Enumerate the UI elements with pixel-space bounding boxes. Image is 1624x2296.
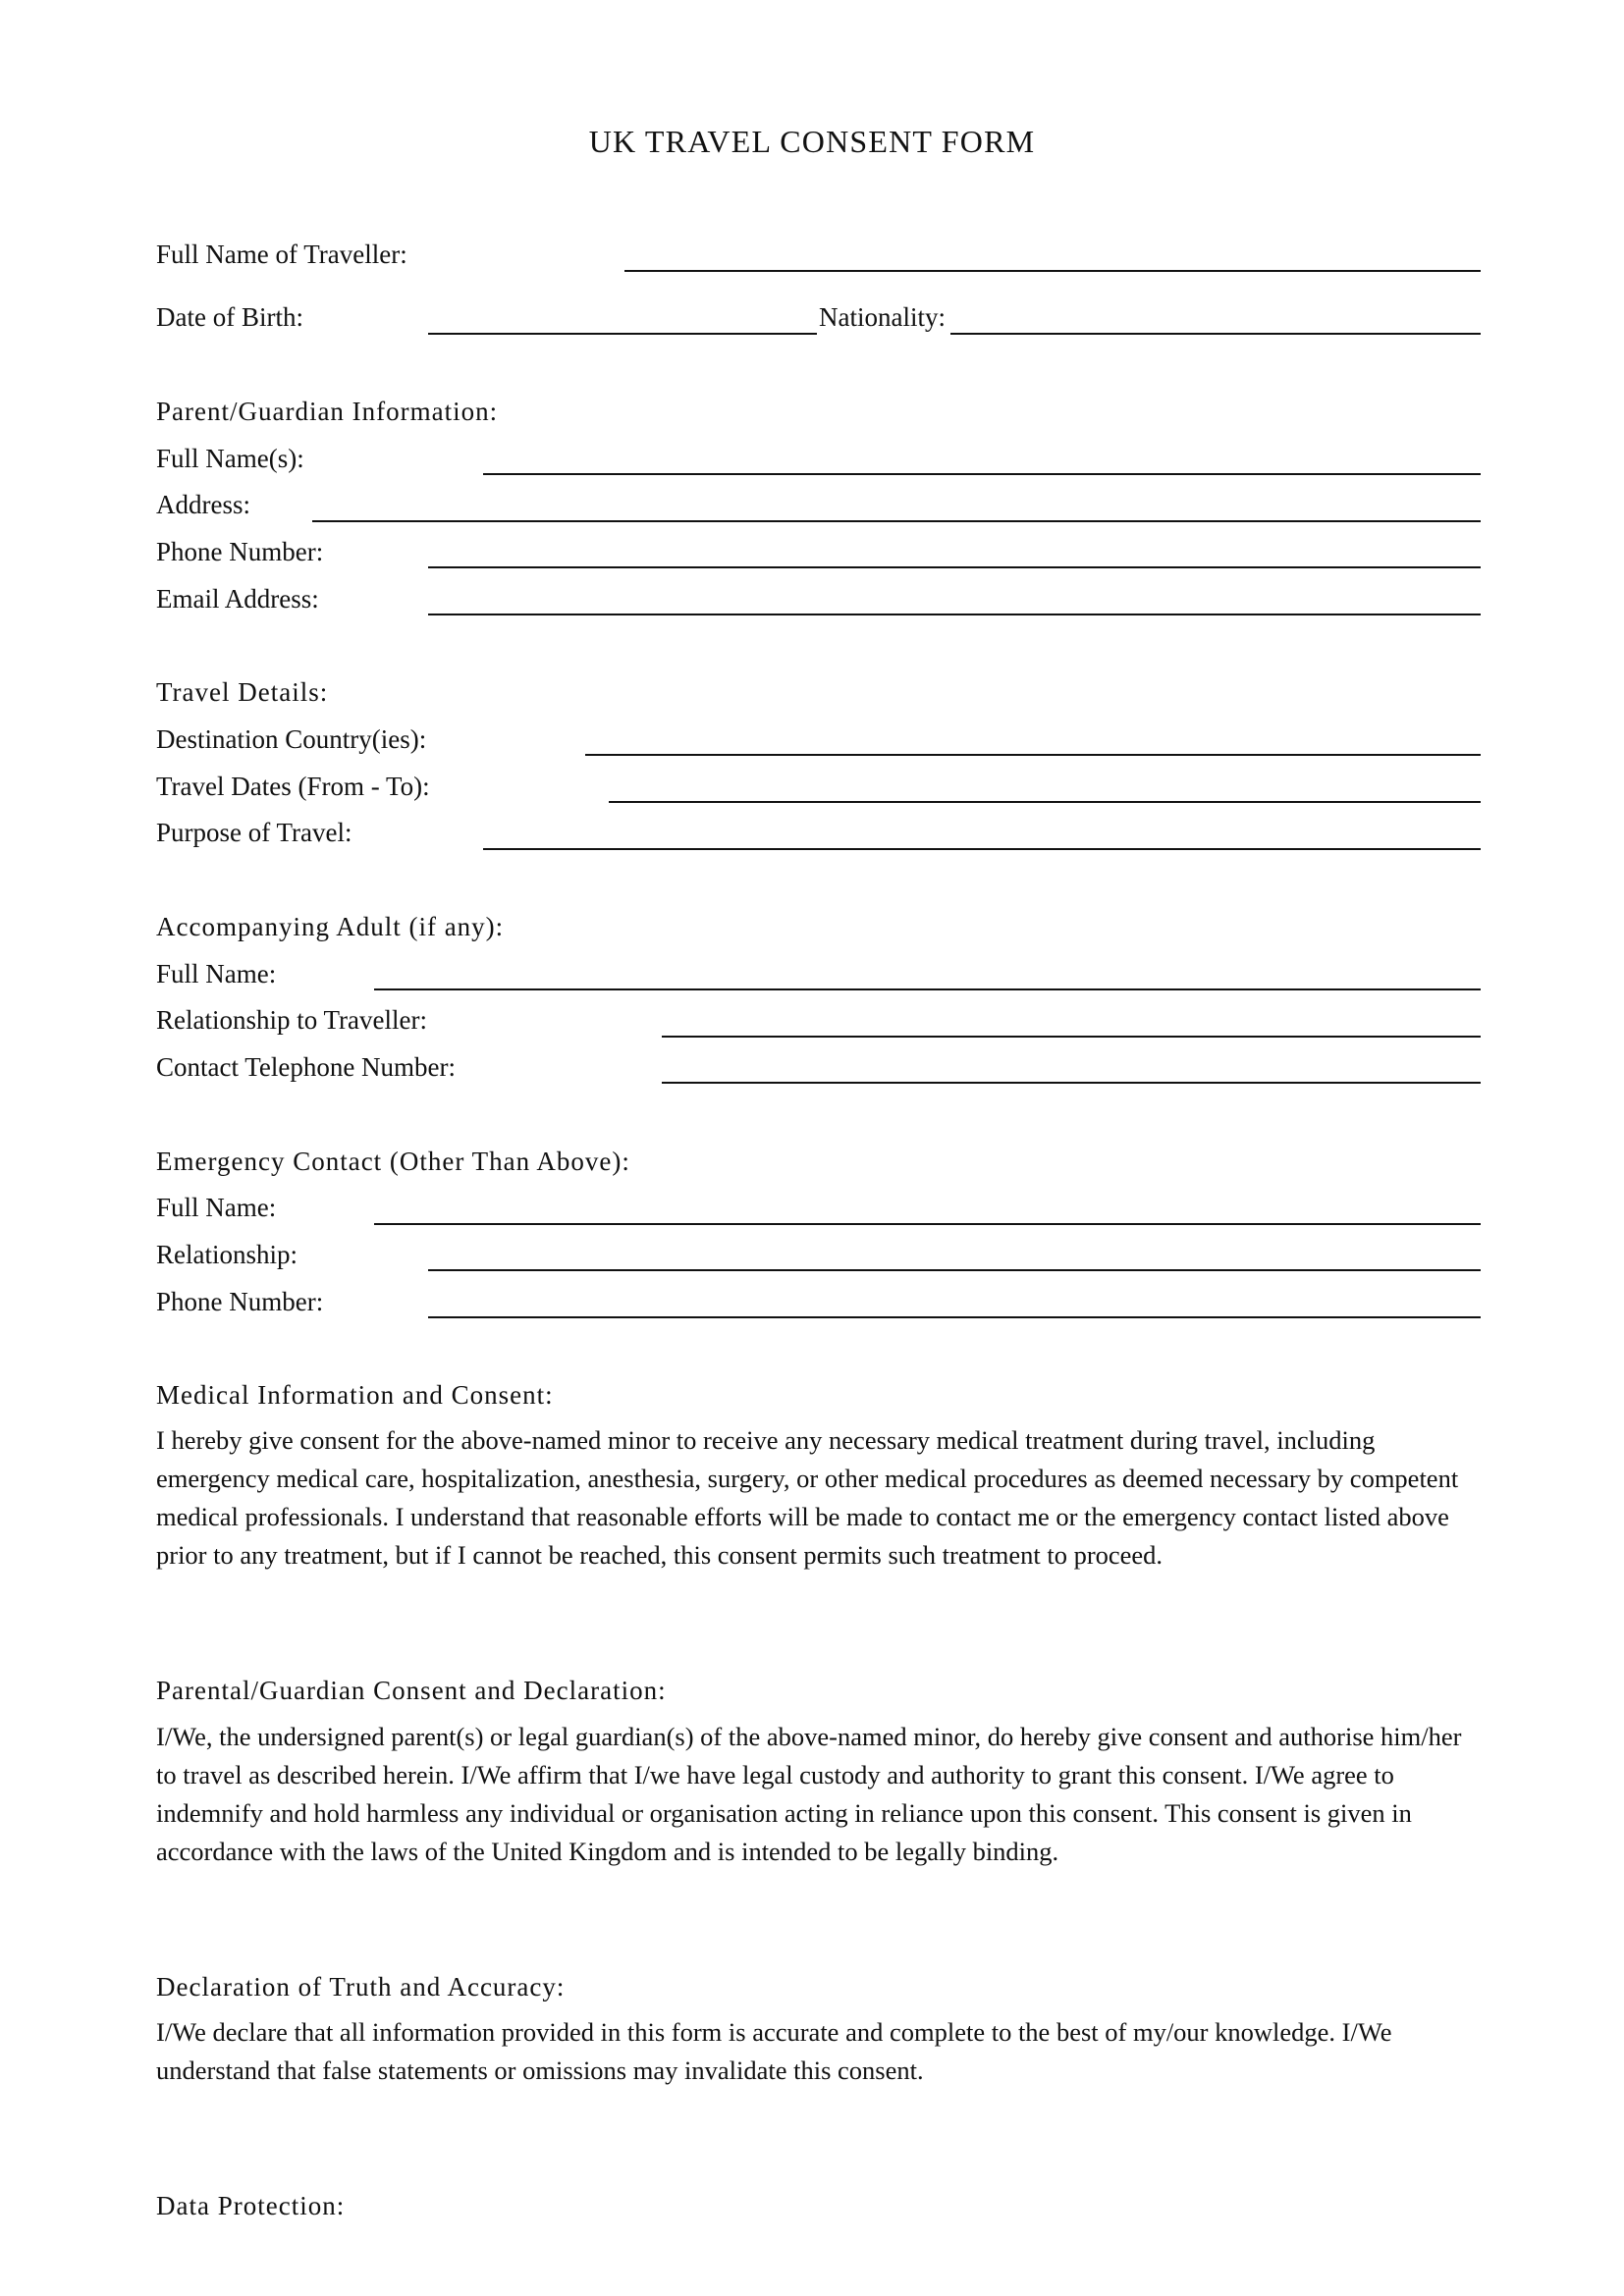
parental-section-heading: Parental/Guardian Consent and Declaration: [156, 1676, 667, 1705]
nationality-label: Nationality: [819, 302, 946, 332]
date-of-birth-field[interactable] [428, 333, 817, 335]
guardian-address-label: Address: [156, 490, 250, 519]
emergency-full-name-label: Full Name: [156, 1193, 277, 1222]
guardian-phone-field[interactable] [428, 566, 1481, 568]
accompanying-full-name-label: Full Name: [156, 959, 277, 988]
destination-label: Destination Country(ies): [156, 724, 427, 754]
accompanying-full-name-field[interactable] [374, 988, 1481, 990]
travel-section-heading: Travel Details: [156, 677, 329, 707]
emergency-full-name-field[interactable] [374, 1223, 1481, 1225]
emergency-phone-field[interactable] [428, 1316, 1481, 1318]
destination-field[interactable] [585, 754, 1481, 756]
accompanying-relationship-label: Relationship to Traveller: [156, 1005, 427, 1035]
medical-consent-text: I hereby give consent for the above-named minor to receive any necessary medical treatment during travel, including emergency medical care, hospitalization, anesthesia, surgery, or other medical procedures as deemed necessary by competent medical professionals. I understand that reasonable efforts will be made to contact me or the emergency contact listed above prior to any treatment, but if I cannot be reached, this consent permits such treatment to proceed. [156, 1425, 1459, 1570]
parental-consent-text: I/We, the undersigned parent(s) or legal guardian(s) of the above-named minor, do hereby give consent and authorise him/her to travel as described herein. I/We affirm that I/we have legal custody and authority to grant this consent. I/We agree to indemnify and hold harmless any individual or organisation acting in reliance upon this consent. This consent is given in accordance with the laws of the United Kingdom and is intended to be legally binding. [156, 1722, 1462, 1866]
truth-section-heading: Declaration of Truth and Accuracy: [156, 1972, 566, 2002]
emergency-relationship-label: Relationship: [156, 1240, 298, 1269]
accompanying-relationship-field[interactable] [662, 1036, 1481, 1038]
emergency-phone-label: Phone Number: [156, 1287, 324, 1316]
purpose-label: Purpose of Travel: [156, 818, 352, 847]
travel-dates-field[interactable] [609, 801, 1481, 803]
accompanying-section-heading: Accompanying Adult (if any): [156, 912, 505, 941]
guardian-address-field[interactable] [312, 520, 1481, 522]
emergency-section-heading: Emergency Contact (Other Than Above): [156, 1147, 630, 1176]
data-protection-heading: Data Protection: [156, 2191, 346, 2220]
date-of-birth-label: Date of Birth: [156, 302, 303, 332]
traveller-full-name-field[interactable] [624, 270, 1481, 272]
guardian-phone-label: Phone Number: [156, 537, 324, 566]
medical-section-heading: Medical Information and Consent: [156, 1380, 554, 1410]
guardian-section-heading: Parent/Guardian Information: [156, 397, 499, 426]
nationality-field[interactable] [950, 333, 1481, 335]
purpose-field[interactable] [483, 848, 1481, 850]
guardian-full-names-field[interactable] [483, 473, 1481, 475]
accompanying-phone-label: Contact Telephone Number: [156, 1052, 457, 1082]
traveller-full-name-label: Full Name of Traveller: [156, 240, 407, 269]
form-title: UK TRAVEL CONSENT FORM [588, 124, 1036, 159]
accompanying-phone-field[interactable] [662, 1082, 1481, 1084]
emergency-relationship-field[interactable] [428, 1269, 1481, 1271]
guardian-email-label: Email Address: [156, 584, 319, 614]
guardian-full-names-label: Full Name(s): [156, 444, 304, 473]
guardian-email-field[interactable] [428, 614, 1481, 615]
truth-declaration-text: I/We declare that all information provided in this form is accurate and complete to the best of my/our knowledge. I/We understand that false statements or omissions may invalidate this consent. [156, 2017, 1392, 2085]
travel-dates-label: Travel Dates (From - To): [156, 772, 430, 801]
